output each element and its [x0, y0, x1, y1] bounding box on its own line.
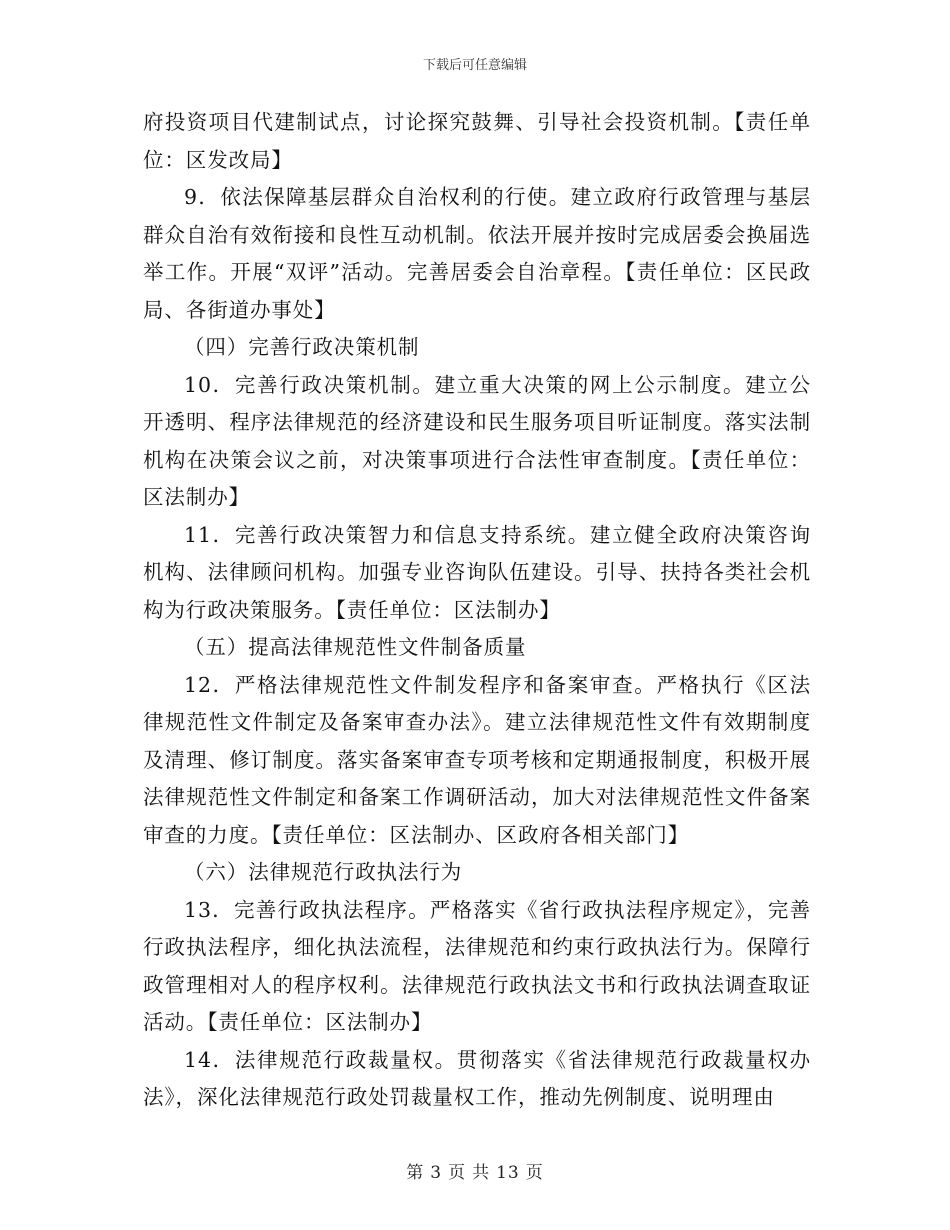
section-heading-5: （五）提高法律规范性文件制备质量 — [184, 635, 527, 659]
paragraph-item-14: 14．法律规范行政裁量权。贯彻落实《省法律规范行政裁量权办法》，深化法律规范行政处罚裁量权工作，推动先例制度、说明理由 — [143, 1047, 811, 1109]
paragraph-item-12: 12．严格法律规范性文件制发程序和备案审查。严格执行《区法律规范性文件制定及备案审查办法》。建立法律规范性文件有效期制度及清理、修订制度。落实备案审查专项考核和定期通报制度，积极开展法律规范性文件制定和备案工作调研活动，加大对法律规范性文件备案审查的力度。【责任单位：区法制办、区政府各相关部门】 — [143, 672, 811, 847]
total-pages: 13 — [496, 1163, 520, 1183]
page-label: 第 — [406, 1163, 425, 1183]
section-heading-4: （四）完善行政决策机制 — [184, 335, 420, 359]
paragraph-item-13: 13．完善行政执法程序。严格落实《省行政执法程序规定》，完善行政执法程序，细化执法流程，法律规范和约束行政执法行为。保障行政管理相对人的程序权利。法律规范行政执法文书和行政执法调查取证活动。【责任单位：区法制办】 — [143, 897, 811, 1034]
document-body — [143, 104, 811, 1117]
total-label: 共 — [472, 1163, 491, 1183]
paragraph-item-9: 9．依法保障基层群众自治权利的行使。建立政府行政管理与基层群众自治有效衔接和良性互动机制。依法开展并按时完成居委会换届选举工作。开展“双评”活动。完善居委会自治章程。【责任单位：区民政局、各街道办事处】 — [143, 185, 811, 322]
section-heading-6: （六）法律规范行政执法行为 — [184, 860, 463, 884]
page-footer — [0, 1158, 950, 1183]
paragraph-continuation: 府投资项目代建制试点，讨论探究鼓舞、引导社会投资机制。【责任单位：区发改局】 — [143, 110, 811, 172]
page-unit: 页 — [448, 1163, 467, 1183]
page-header: 下载后可任意编辑 — [422, 58, 527, 73]
total-unit: 页 — [525, 1163, 544, 1183]
page-number: 3 — [430, 1163, 443, 1183]
paragraph-item-10: 10．完善行政决策机制。建立重大决策的网上公示制度。建立公开透明、程序法律规范的经济建设和民生服务项目听证制度。落实法制机构在决策会议之前，对决策事项进行合法性审查制度。【责任单位：区法制办】 — [143, 372, 811, 509]
paragraph-item-11: 11．完善行政决策智力和信息支持系统。建立健全政府决策咨询机构、法律顾问机构。加强专业咨询队伍建设。引导、扶持各类社会机构为行政决策服务。【责任单位：区法制办】 — [143, 522, 811, 622]
